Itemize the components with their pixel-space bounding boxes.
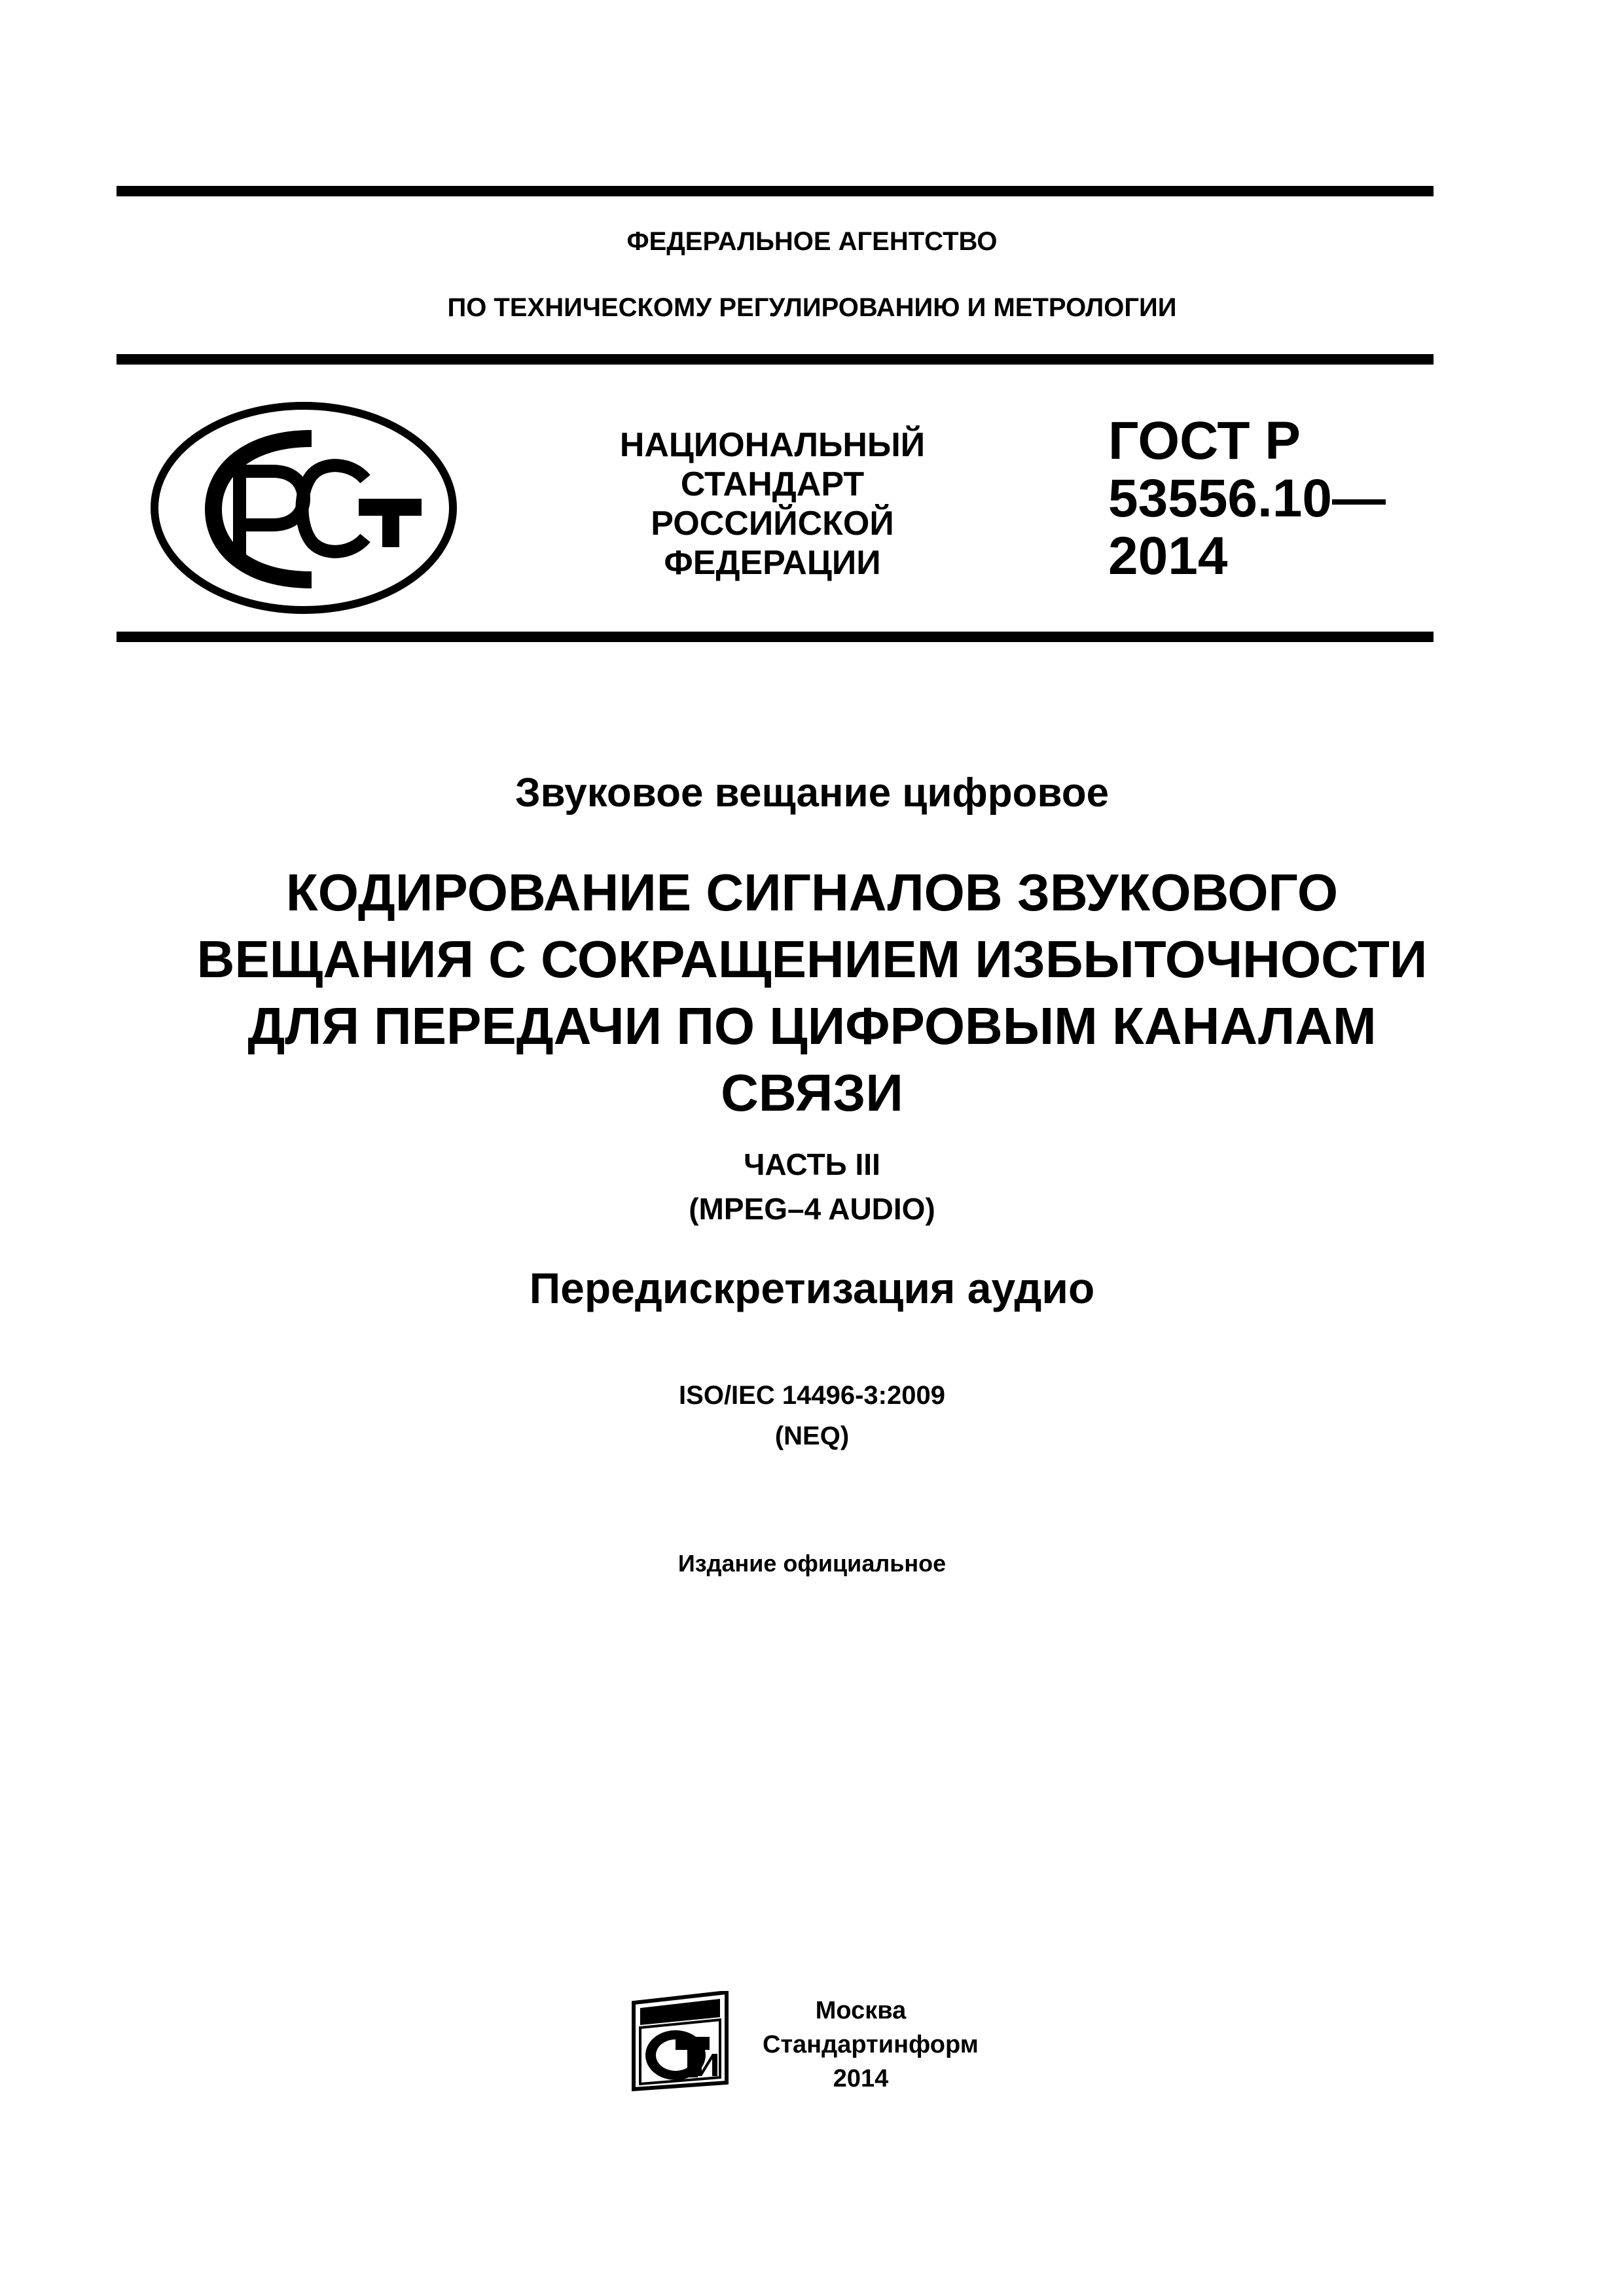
national-line-4: ФЕДЕРАЦИИ [664, 544, 881, 582]
agency-line-2: ПО ТЕХНИЧЕСКОМУ РЕГУЛИРОВАНИЮ И МЕТРОЛОГИИ [447, 293, 1177, 322]
national-line-1: НАЦИОНАЛЬНЫЙ [619, 426, 926, 464]
national-standard-label [589, 425, 956, 583]
main-title [0, 859, 1624, 1126]
publisher-name: Стандартинформ [763, 2031, 979, 2058]
main-title-line-2: ВЕЩАНИЯ С СОКРАЩЕНИЕМ ИЗБЫТОЧНОСТИ [196, 930, 1428, 988]
publisher-city: Москва [815, 1997, 907, 2024]
subject-heading: Звуковое вещание цифровое [514, 770, 1110, 816]
standartinform-logo [628, 1991, 734, 2092]
part-number: ЧАСТЬ III [744, 1147, 880, 1181]
gost-number [1108, 412, 1386, 585]
main-title-line-3: ДЛЯ ПЕРЕДАЧИ ПО ЦИФРОВЫМ КАНАЛАМ [247, 997, 1377, 1055]
main-title-line-1: КОДИРОВАНИЕ СИГНАЛОВ ЗВУКОВОГО [285, 863, 1339, 922]
agency-line-1: ФЕДЕРАЛЬНОЕ АГЕНТСТВО [626, 227, 998, 256]
main-title-line-4: СВЯЗИ [721, 1064, 903, 1122]
publisher-block [763, 1994, 979, 2096]
iso-reference: ISO/IEC 14496-3:2009 [679, 1381, 945, 1410]
top-rule [117, 186, 1434, 196]
publisher-year: 2014 [833, 2065, 889, 2092]
part-name: (MPEG–4 AUDIO) [689, 1192, 935, 1226]
standard-block-rule [117, 632, 1434, 642]
edition-label: Издание официальное [677, 1550, 947, 1577]
gost-line-3: 2014 [1108, 526, 1228, 586]
header-rule [117, 354, 1434, 365]
rst-logo [149, 401, 458, 615]
national-line-3: РОССИЙСКОЙ [651, 505, 894, 543]
iso-equivalence: (NEQ) [774, 1422, 850, 1450]
section-title: Передискретизация аудио [529, 1264, 1095, 1312]
gost-line-1: ГОСТ Р [1108, 411, 1301, 471]
national-line-2: СТАНДАРТ [680, 465, 865, 503]
gost-line-2: 53556.10— [1108, 469, 1386, 528]
